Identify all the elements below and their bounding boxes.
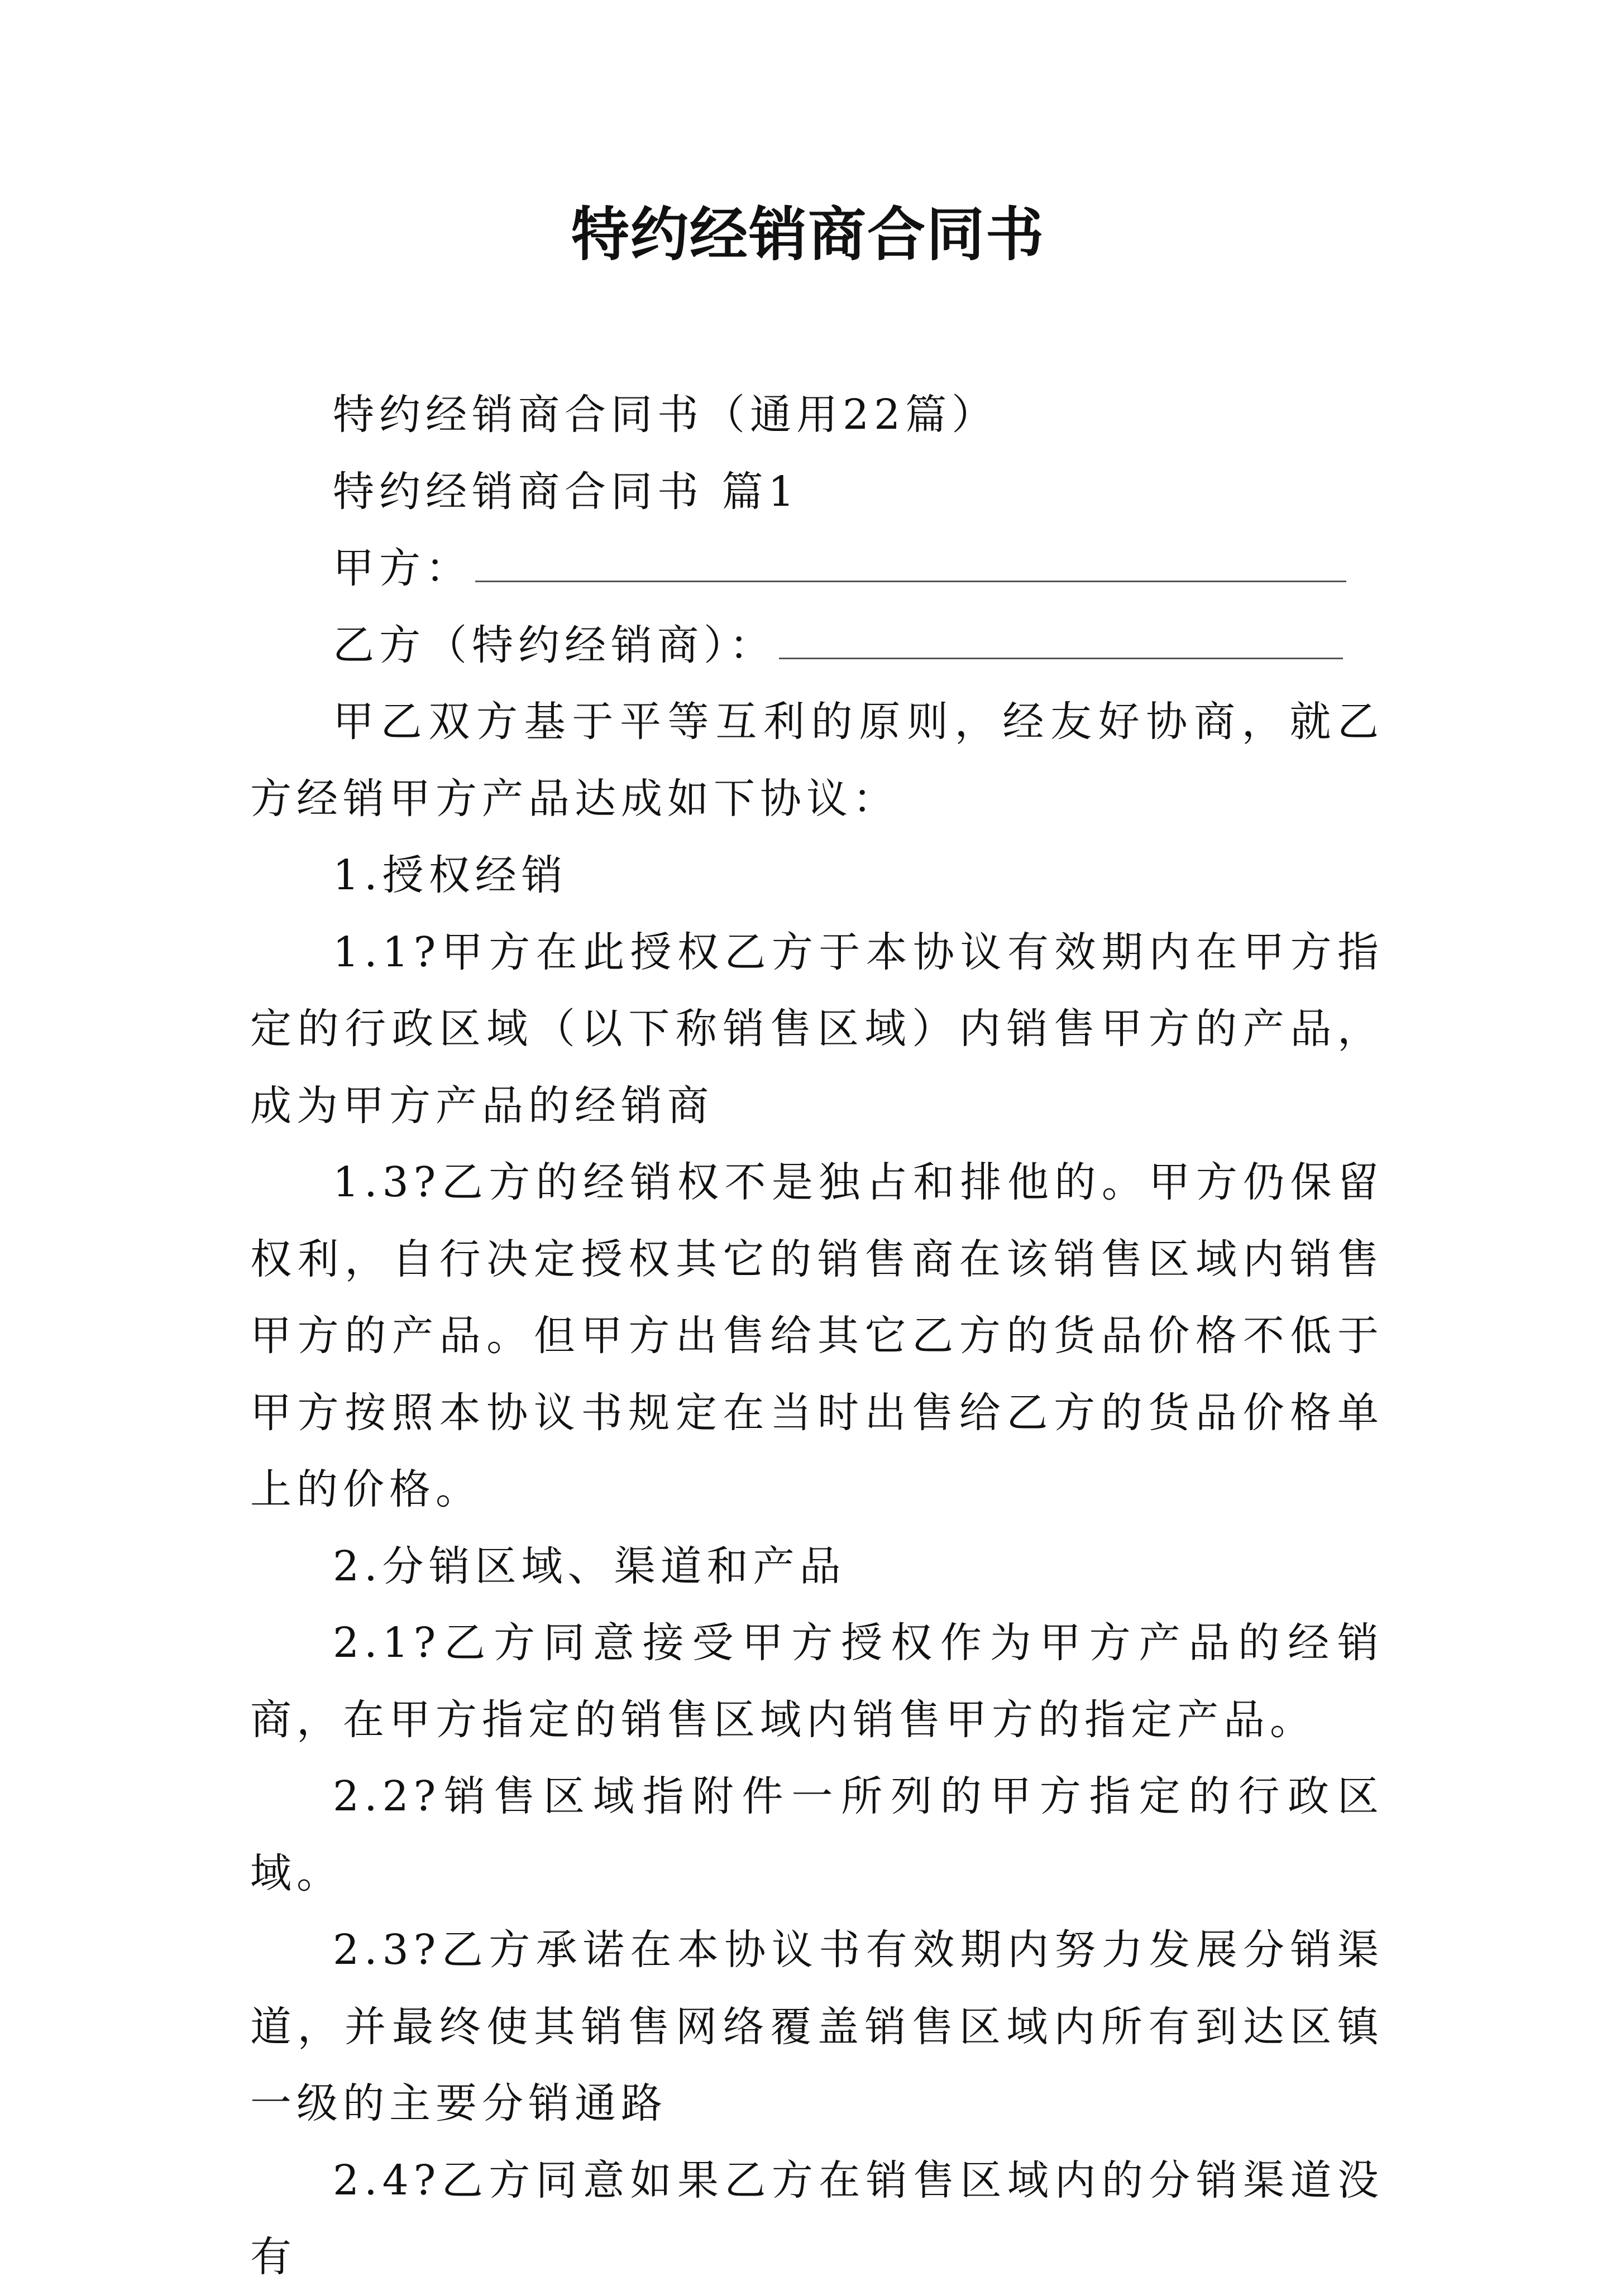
section-heading: 特约经销商合同书 篇1 bbox=[333, 467, 800, 516]
party-b-line bbox=[250, 607, 1384, 684]
party-a-blank bbox=[475, 541, 1346, 582]
clause-2-3: 2.3?乙方承诺在本协议书有效期内努力发展分销渠道，并最终使其销售网络覆盖销售区域内所有到达区镇一级的主要分销通路 bbox=[250, 1926, 1384, 2127]
party-b-blank bbox=[779, 619, 1343, 659]
subtitle: 特约经销商合同书（通用22篇） bbox=[333, 391, 998, 439]
clause-2-1: 2.1?乙方同意接受甲方授权作为甲方产品的经销商，在甲方指定的销售区域内销售甲方的指定产品。 bbox=[250, 1619, 1384, 1744]
party-a-label: 甲方： bbox=[333, 544, 472, 592]
paragraph-intro: 甲乙双方基于平等互利的原则，经友好协商，就乙方经销甲方产品达成如下协议： bbox=[250, 698, 1384, 823]
document-title: 特约经销商合同书 bbox=[571, 200, 1045, 269]
party-a-line bbox=[250, 530, 1384, 607]
clause-2-4: 2.4?乙方同意如果乙方在销售区域内的分销渠道没有 bbox=[250, 2156, 1384, 2281]
clause-1-3: 1.3?乙方的经销权不是独占和排他的。甲方仍保留权利，自行决定授权其它的销售商在该销售区域内销售甲方的产品。但甲方出售给其它乙方的货品价格不低于甲方按照本协议书规定在当时出售给乙方的货品价格单上的价格。 bbox=[250, 1158, 1384, 1513]
heading-1: 1.授权经销 bbox=[333, 851, 568, 899]
party-b-label: 乙方（特约经销商）： bbox=[333, 621, 776, 669]
heading-2: 2.分销区域、渠道和产品 bbox=[333, 1542, 846, 1590]
clause-2-2: 2.2?销售区域指附件一所列的甲方指定的行政区域。 bbox=[250, 1772, 1384, 1897]
clause-1-1: 1.1?甲方在此授权乙方于本协议有效期内在甲方指定的行政区域（以下称销售区域）内销售甲方的产品，成为甲方产品的经销商 bbox=[250, 928, 1384, 1130]
document-body bbox=[250, 377, 1384, 2296]
